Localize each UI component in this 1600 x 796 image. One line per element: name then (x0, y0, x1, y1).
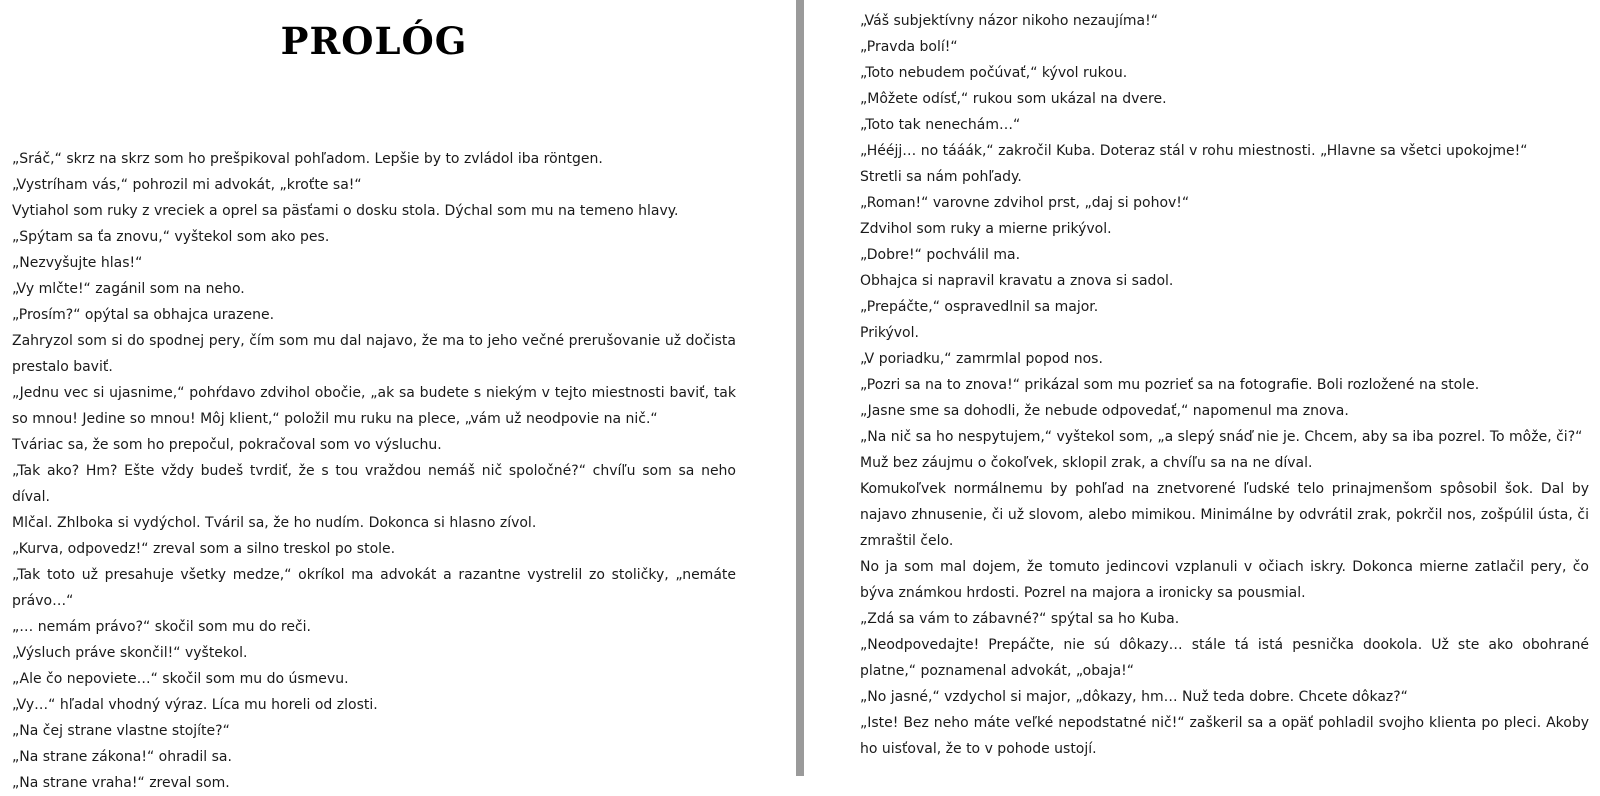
paragraph: Muž bez záujmu o čokoľvek, sklopil zrak, a chvíľu sa na ne díval. (860, 455, 1313, 471)
paragraph: „Prosím?“ opýtal sa obhajca urazene. (12, 307, 275, 323)
page-gutter (796, 0, 804, 776)
right-page (804, 0, 1600, 776)
paragraph: „Jednu vec si ujasnime,“ pohŕdavo zdvihol obočie, „ak sa budete s niekým v tejto miestnosti baviť, tak so mnou! Jedine so mnou! Môj klient,“ položil mu ruku na plece, „vám už neodpovie na nič.“ (12, 385, 736, 427)
paragraph: Stretli sa nám pohľady. (860, 169, 1022, 185)
paragraph: Obhajca si napravil kravatu a znova si sadol. (860, 273, 1174, 289)
paragraph: „Na strane vraha!“ zreval som. (12, 775, 230, 791)
left-page-text (12, 146, 736, 796)
paragraph: „Prepáčte,“ ospravedlnil sa major. (860, 299, 1099, 315)
paragraph: Tváriac sa, že som ho prepočul, pokračoval som vo výsluchu. (12, 437, 442, 453)
paragraph: „Hééjj… no tááák,“ zakročil Kuba. Doteraz stál v rohu miestnosti. „Hlavne sa všetci upokojme!“ (860, 143, 1528, 159)
paragraph: „Pravda bolí!“ (860, 39, 958, 55)
left-page (0, 0, 796, 791)
paragraph: „Sráč,“ skrz na skrz som ho prešpikoval pohľadom. Lepšie by to zvládol iba röntgen. (12, 151, 603, 167)
paragraph: „Iste! Bez neho máte veľké nepodstatné nič!“ zaškeril sa a opäť pohladil svojho klienta po pleci. Akoby ho uisťoval, že to v pohode ustojí. (860, 715, 1589, 757)
paragraph: „Výsluch práve skončil!“ vyštekol. (12, 645, 248, 661)
paragraph: „Dobre!“ pochválil ma. (860, 247, 1021, 263)
paragraph: No ja som mal dojem, že tomuto jedincovi vzplanuli v očiach iskry. Dokonca mierne zatlačil pery, čo býva známkou hrdosti. Pozrel na majora a ironicky sa pousmial. (860, 559, 1589, 601)
paragraph: „Váš subjektívny názor nikoho nezaujíma!“ (860, 13, 1158, 29)
paragraph: „Tak ako? Hm? Ešte vždy budeš tvrdiť, že s tou vraždou nemáš nič spoločné?“ chvíľu som sa neho díval. (12, 463, 736, 505)
paragraph: „Vystríham vás,“ pohrozil mi advokát, „kroťte sa!“ (12, 177, 362, 193)
paragraph: Mlčal. Zhlboka si vydýchol. Tváril sa, že ho nudím. Dokonca si hlasno zívol. (12, 515, 537, 531)
paragraph: „Ale čo nepoviete…“ skočil som mu do úsmevu. (12, 671, 349, 687)
paragraph: „Vy…“ hľadal vhodný výraz. Líca mu horeli od zlosti. (12, 697, 378, 713)
paragraph: „Vy mlčte!“ zagánil som na neho. (12, 281, 245, 297)
paragraph: „Pozri sa na to znova!“ prikázal som mu pozrieť sa na fotografie. Boli rozložené na stole. (860, 377, 1480, 393)
paragraph: „Môžete odísť,“ rukou som ukázal na dvere. (860, 91, 1167, 107)
paragraph: Zdvihol som ruky a mierne prikývol. (860, 221, 1112, 237)
paragraph: „Roman!“ varovne zdvihol prst, „daj si pohov!“ (860, 195, 1190, 211)
chapter-title: PROLÓG (280, 19, 468, 63)
paragraph: Zahryzol som si do spodnej pery, čím som mu dal najavo, že ma to jeho večné prerušovanie už dočista prestalo baviť. (12, 333, 736, 375)
right-page-text (860, 8, 1589, 762)
paragraph: „Zdá sa vám to zábavné?“ spýtal sa ho Kuba. (860, 611, 1180, 627)
paragraph: „Toto tak nenechám…“ (860, 117, 1021, 133)
paragraph: „Na strane zákona!“ ohradil sa. (12, 749, 232, 765)
paragraph: Komukoľvek normálnemu by pohľad na znetvorené ľudské telo prinajmenšom spôsobil šok. Dal by najavo zhnusenie, či už slovom, alebo mimikou. Minimálne by odvrátil zrak, pokrčil nos, zošpúlil ústa, či zmraštil čelo. (860, 481, 1589, 549)
paragraph: „Nezvyšujte hlas!“ (12, 255, 143, 271)
paragraph: „Kurva, odpovedz!“ zreval som a silno treskol po stole. (12, 541, 396, 557)
paragraph: „Jasne sme sa dohodli, že nebude odpovedať,“ napomenul ma znova. (860, 403, 1349, 419)
paragraph: „Neodpovedajte! Prepáčte, nie sú dôkazy… stále tá istá pesnička dookola. Už ste ako obohrané platne,“ poznamenal advokát, „obaja!“ (860, 637, 1589, 679)
paragraph: Prikývol. (860, 325, 919, 341)
paragraph: „Tak toto už presahuje všetky medze,“ okríkol ma advokát a razantne vystrelil zo stoličky, „nemáte právo…“ (12, 567, 736, 609)
paragraph: „No jasné,“ vzdychol si major, „dôkazy, hm… Nuž teda dobre. Chcete dôkaz?“ (860, 689, 1408, 705)
paragraph: Vytiahol som ruky z vreciek a oprel sa päsťami o dosku stola. Dýchal som mu na temeno hlavy. (12, 203, 679, 219)
paragraph: „V poriadku,“ zamrmlal popod nos. (860, 351, 1103, 367)
paragraph: „Spýtam sa ťa znovu,“ vyštekol som ako pes. (12, 229, 330, 245)
paragraph: „… nemám právo?“ skočil som mu do reči. (12, 619, 312, 635)
paragraph: „Toto nebudem počúvať,“ kývol rukou. (860, 65, 1128, 81)
paragraph: „Na nič sa ho nespytujem,“ vyštekol som, „a slepý snáď nie je. Chcem, aby sa iba pozrel. To môže, či?“ (860, 429, 1583, 445)
paragraph: „Na čej strane vlastne stojíte?“ (12, 723, 230, 739)
